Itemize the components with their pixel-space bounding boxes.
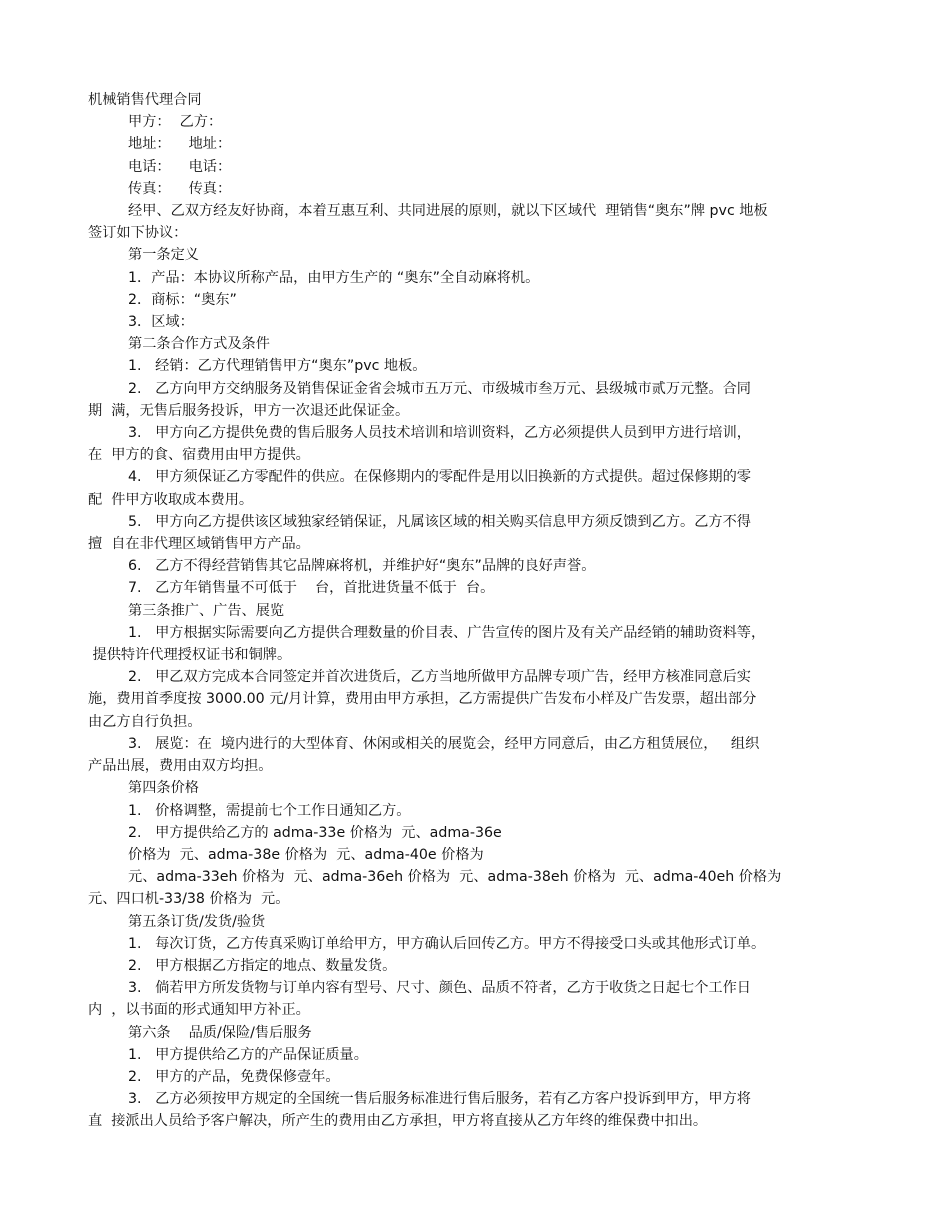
phone-line: 电话： 电话： bbox=[128, 158, 232, 175]
clause-line: 3．区域： bbox=[128, 314, 194, 331]
clause-line: 1. 价格调整，需提前七个工作日通知乙方。 bbox=[128, 802, 411, 819]
clause-line: 2. 甲方的产品，免费保修壹年。 bbox=[128, 1068, 340, 1085]
clause-line: 1. 甲方提供给乙方的产品保证质量。 bbox=[128, 1046, 368, 1063]
clause-continuation: 元、四口机-33/38 价格为 元。 bbox=[88, 891, 290, 908]
section-heading: 第五条订货/发货/验货 bbox=[128, 913, 266, 930]
clause-line: 3. 乙方必须按甲方规定的全国统一售后服务标准进行售后服务，若有乙方客户投诉到甲方，甲方将 bbox=[128, 1091, 751, 1108]
clause-continuation: 产品出展，费用由双方均担。 bbox=[88, 758, 273, 775]
clause-line: 2. 甲乙双方完成本合同签定并首次进货后，乙方当地所做甲方品牌专项广告，经甲方核准同意后实 bbox=[128, 669, 751, 686]
clause-line: 2．商标：“奥东” bbox=[128, 291, 237, 308]
clause-continuation: 直 接派出人员给予客户解决，所产生的费用由乙方承担，甲方将直接从乙方年终的维保费中扣出。 bbox=[88, 1113, 708, 1130]
address-line: 地址： 地址： bbox=[128, 136, 232, 153]
clause-continuation: 施，费用首季度按 3000.00 元/月计算，费用由甲方承担，乙方需提供广告发布小样及广告发票，超出部分 bbox=[88, 691, 757, 708]
section-heading: 第三条推广、广告、展览 bbox=[128, 602, 285, 619]
clause-continuation: 配 件甲方收取成本费用。 bbox=[88, 491, 254, 508]
clause-line: 2. 乙方向甲方交纳服务及销售保证金省会城市五万元、市级城市叁万元、县级城市贰万元整。合同 bbox=[128, 380, 751, 397]
clause-line: 3. 倘若甲方所发货物与订单内容有型号、尺寸、颜色、品质不符者，乙方于收货之日起七个工作日 bbox=[128, 980, 751, 997]
clause-line: 1．产品：本协议所称产品，由甲方生产的 “奥东”全自动麻将机。 bbox=[128, 269, 540, 286]
clause-line: 1. 经销：乙方代理销售甲方“奥东”pvc 地板。 bbox=[128, 358, 427, 375]
clause-line: 3. 展览：在 境内进行的大型体育、休闲或相关的展览会，经甲方同意后，由乙方租赁展位， 组织 bbox=[128, 735, 760, 752]
fax-line: 传真： 传真： bbox=[128, 180, 232, 197]
clause-line: 5. 甲方向乙方提供该区域独家经销保证，凡属该区域的相关购买信息甲方须反馈到乙方。乙方不得 bbox=[128, 513, 751, 530]
clause-line: 2. 甲方提供给乙方的 adma-33e 价格为 元、adma-36e bbox=[128, 824, 502, 841]
clause-line: 3. 甲方向乙方提供免费的售后服务人员技术培训和培训资料，乙方必须提供人员到甲方进行培训， bbox=[128, 425, 751, 442]
clause-line: 1. 甲方根据实际需要向乙方提供合理数量的价目表、广告宣传的图片及有关产品经销的辅助资料等， bbox=[128, 624, 766, 641]
clause-line: 2. 甲方根据乙方指定的地点、数量发货。 bbox=[128, 957, 397, 974]
clause-continuation: 价格为 元、adma-38e 价格为 元、adma-40e 价格为 bbox=[128, 846, 484, 863]
clause-continuation: 期 满，无售后服务投诉，甲方一次退还此保证金。 bbox=[88, 402, 410, 419]
clause-continuation: 擅 自在非代理区域销售甲方产品。 bbox=[88, 536, 310, 553]
clause-line: 1. 每次订货，乙方传真采购订单给甲方，甲方确认后回传乙方。甲方不得接受口头或其他形式订单。 bbox=[128, 935, 766, 952]
section-heading: 第六条 品质/保险/售后服务 bbox=[128, 1024, 312, 1041]
section-heading: 第一条定义 bbox=[128, 247, 199, 264]
section-heading: 第二条合作方式及条件 bbox=[128, 336, 270, 353]
document-title: 机械销售代理合同 bbox=[88, 92, 202, 108]
clause-line: 7. 乙方年销售量不可低于 台，首批进货量不低于 台。 bbox=[128, 580, 495, 597]
clause-continuation: 元、adma-33eh 价格为 元、adma-36eh 价格为 元、adma-38eh 价格为 元、adma-40eh 价格为 bbox=[128, 869, 782, 886]
clause-continuation: 由乙方自行负担。 bbox=[88, 713, 202, 730]
contract-document bbox=[88, 89, 860, 1133]
clause-continuation: 在 甲方的食、宿费用由甲方提供。 bbox=[88, 447, 310, 464]
clause-line: 6. 乙方不得经营销售其它品牌麻将机，并维护好“奥东”品牌的良好声誉。 bbox=[128, 558, 596, 575]
preamble-continuation: 签订如下协议： bbox=[88, 225, 188, 242]
party-line: 甲方： 乙方： bbox=[128, 114, 223, 131]
section-heading: 第四条价格 bbox=[128, 780, 199, 797]
clause-line: 4. 甲方须保证乙方零配件的供应。在保修期内的零配件是用以旧换新的方式提供。超过保修期的零 bbox=[128, 469, 751, 486]
clause-continuation: 提供特许代理授权证书和铜牌。 bbox=[88, 647, 292, 664]
clause-continuation: 内 ，以书面的形式通知甲方补正。 bbox=[88, 1002, 310, 1019]
preamble-line: 经甲、乙双方经友好协商，本着互惠互利、共同进展的原则，就以下区域代 理销售“奥东”牌 pvc 地板 bbox=[128, 203, 768, 220]
